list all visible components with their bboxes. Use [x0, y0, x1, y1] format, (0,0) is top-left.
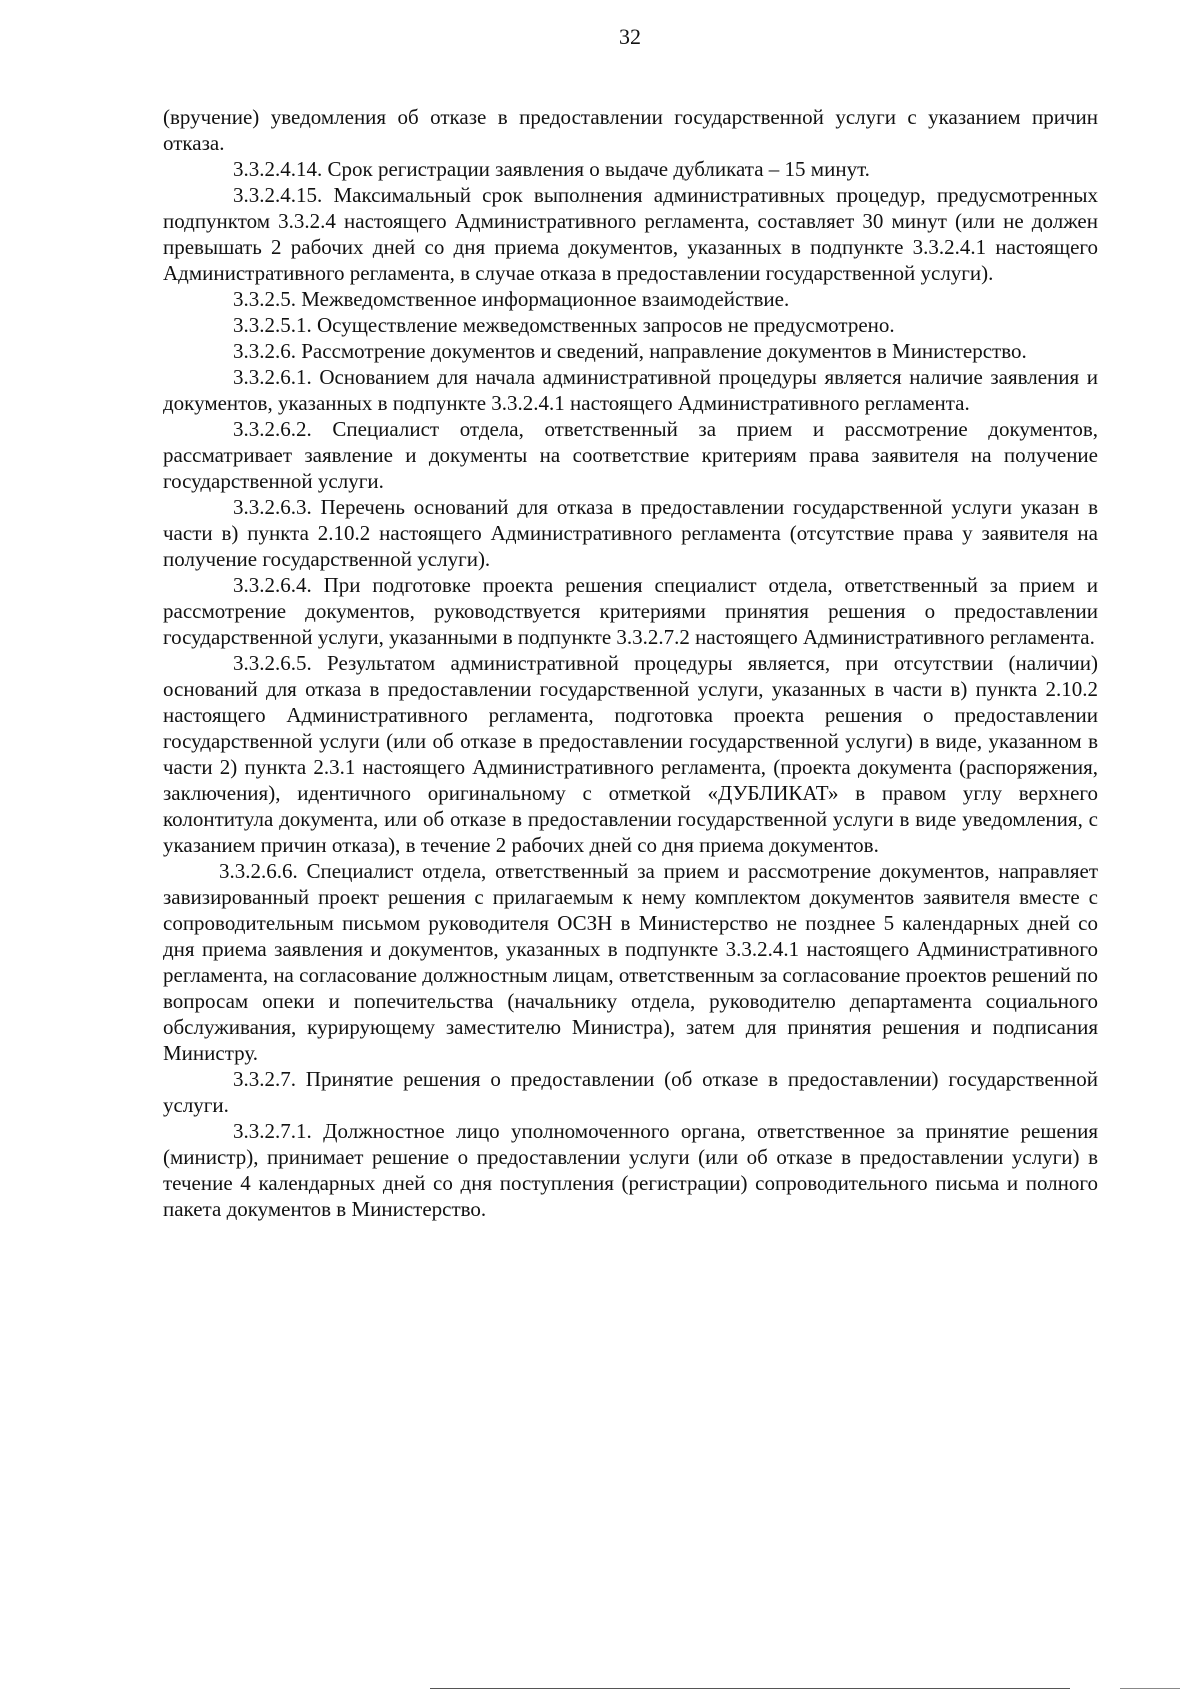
paragraph: 3.3.2.6. Рассмотрение документов и сведений, направление документов в Министерство.	[233, 339, 1027, 363]
paragraph: 3.3.2.7. Принятие решения о предоставлении (об отказе в предоставлении) государственной услуги.	[163, 1067, 1098, 1117]
paragraph: 3.3.2.6.3. Перечень оснований для отказа в предоставлении государственной услуги указан в части в) пункта 2.10.2 настоящего Административного регламента (отсутствие права у заявителя на получение государственной услуги).	[163, 495, 1098, 571]
footer-rule-fragment	[1120, 1688, 1180, 1689]
paragraph: 3.3.2.5.1. Осуществление межведомственных запросов не предусмотрено.	[233, 313, 895, 337]
paragraph: 3.3.2.6.1. Основанием для начала административной процедуры является наличие заявления и документов, указанных в подпункте 3.3.2.4.1 настоящего Административного регламента.	[163, 365, 1098, 415]
page-number: 32	[619, 24, 641, 49]
paragraph: 3.3.2.6.2. Специалист отдела, ответственный за прием и рассмотрение документов, рассматривает заявление и документы на соответствие критериям права заявителя на получение государственной услуги.	[163, 417, 1098, 493]
document-body	[163, 104, 1098, 1222]
paragraph: (вручение) уведомления об отказе в предоставлении государственной услуги с указанием причин отказа.	[163, 105, 1098, 155]
paragraph: 3.3.2.5. Межведомственное информационное взаимодействие.	[233, 287, 790, 311]
paragraph: 3.3.2.6.4. При подготовке проекта решения специалист отдела, ответственный за прием и рассмотрение документов, руководствуется критериями принятия решения о предоставлении государственной услуги, указанными в подпункте 3.3.2.7.2 настоящего Административного регламента.	[163, 573, 1098, 649]
paragraph: 3.3.2.6.6. Специалист отдела, ответственный за прием и рассмотрение документов, направляет завизированный проект решения с прилагаемым к нему комплектом документов заявителя вместе с сопроводительным письмом руководителя ОСЗН в Министерство не позднее 5 календарных дней со дня приема заявления и документов, указанных в подпункте 3.3.2.4.1 настоящего Административного регламента, на согласование должностным лицам, ответственным за согласование проектов решений по вопросам опеки и попечительства (начальнику отдела, руководителю департамента социального обслуживания, курирующему заместителю Министра), затем для принятия решения и подписания Министру.	[163, 859, 1098, 1065]
paragraph: 3.3.2.7.1. Должностное лицо уполномоченного органа, ответственное за принятие решения (министр), принимает решение о предоставлении услуги (или об отказе в предоставлении услуги) в течение 4 календарных дней со дня поступления (регистрации) сопроводительного письма и полного пакета документов в Министерство.	[163, 1119, 1098, 1221]
paragraph: 3.3.2.4.14. Срок регистрации заявления о выдаче дубликата – 15 минут.	[233, 157, 870, 181]
paragraph: 3.3.2.6.5. Результатом административной процедуры является, при отсутствии (наличии) оснований для отказа в предоставлении государственной услуги, указанных в части в) пункта 2.10.2 настоящего Административного регламента, подготовка проекта решения о предоставлении государственной услуги (или об отказе в предоставлении государственной услуги) в виде, указанном в части 2) пункта 2.3.1 настоящего Административного регламента, (проекта документа (распоряжения, заключения), идентичного оригинальному с отметкой «ДУБЛИКАТ» в правом углу верхнего колонтитула документа, или об отказе в предоставлении государственной услуги в виде уведомления, с указанием причин отказа), в течение 2 рабочих дней со дня приема документов.	[163, 651, 1098, 857]
paragraph: 3.3.2.4.15. Максимальный срок выполнения административных процедур, предусмотренных подпунктом 3.3.2.4 настоящего Административного регламента, составляет 30 минут (или не должен превышать 2 рабочих дней со дня приема документов, указанных в подпункте 3.3.2.4.1 настоящего Административного регламента, в случае отказа в предоставлении государственной услуги).	[163, 183, 1098, 285]
footer-rule	[430, 1688, 1070, 1689]
